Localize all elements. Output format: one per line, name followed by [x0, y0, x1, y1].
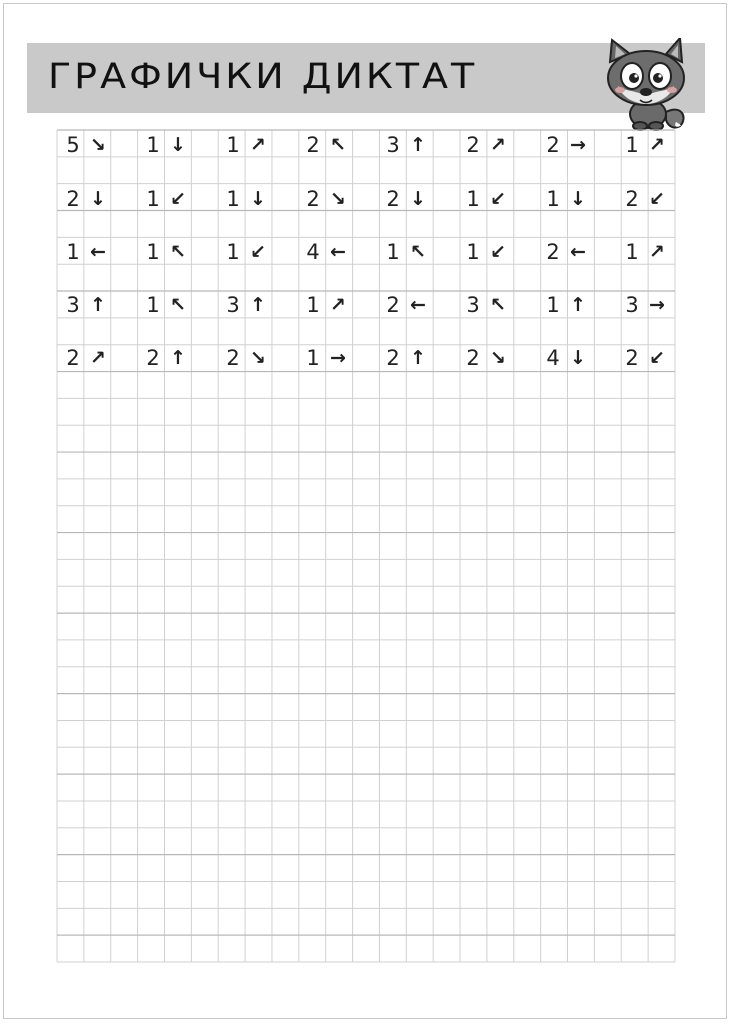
step-count: 4	[306, 240, 320, 264]
direction-arrow-icon: ↗	[330, 294, 346, 316]
dictation-step	[541, 290, 621, 320]
step-count: 1	[146, 240, 160, 264]
dictation-step	[141, 237, 221, 267]
direction-arrow-icon: ↖	[330, 134, 346, 156]
dictation-step	[461, 130, 541, 160]
direction-arrow-icon: ↖	[170, 294, 186, 316]
step-count: 2	[146, 346, 160, 370]
direction-arrow-icon: ↗	[490, 134, 506, 156]
direction-arrow-icon: ↑	[90, 294, 106, 316]
step-count: 2	[306, 133, 320, 157]
direction-arrow-icon: ↙	[649, 188, 665, 210]
dictation-step	[301, 290, 381, 320]
dictation-step	[221, 237, 301, 267]
step-count: 1	[546, 293, 560, 317]
direction-arrow-icon: ↘	[490, 347, 506, 369]
dictation-step	[541, 343, 621, 373]
step-count: 2	[546, 133, 560, 157]
step-count: 1	[226, 133, 240, 157]
direction-arrow-icon: ↓	[410, 188, 426, 210]
dictation-step	[61, 237, 141, 267]
step-count: 2	[66, 346, 80, 370]
direction-arrow-icon: ↙	[490, 241, 506, 263]
step-count: 2	[625, 346, 639, 370]
dictation-step	[461, 343, 541, 373]
step-count: 1	[625, 133, 639, 157]
dictation-step	[301, 130, 381, 160]
step-count: 1	[226, 187, 240, 211]
direction-arrow-icon: ←	[90, 241, 106, 263]
direction-arrow-icon: ↑	[570, 294, 586, 316]
step-count: 1	[226, 240, 240, 264]
dictation-step	[221, 290, 301, 320]
dictation-step	[141, 130, 221, 160]
step-count: 2	[466, 346, 480, 370]
dictation-step	[61, 343, 141, 373]
dictation-step	[301, 237, 381, 267]
direction-arrow-icon: →	[649, 294, 665, 316]
dictation-step	[141, 290, 221, 320]
step-count: 1	[66, 240, 80, 264]
direction-arrow-icon: ↘	[250, 347, 266, 369]
dictation-step	[381, 130, 461, 160]
dictation-step	[381, 343, 461, 373]
step-count: 1	[146, 187, 160, 211]
step-count: 2	[66, 187, 80, 211]
dictation-step	[620, 130, 700, 160]
dictation-step	[221, 343, 301, 373]
step-count: 1	[466, 187, 480, 211]
direction-arrow-icon: ↓	[90, 188, 106, 210]
step-count: 3	[625, 293, 639, 317]
dictation-step	[461, 184, 541, 214]
step-count: 1	[146, 293, 160, 317]
dictation-instructions	[57, 130, 675, 373]
direction-arrow-icon: ↖	[410, 241, 426, 263]
direction-arrow-icon: ↖	[170, 241, 186, 263]
dictation-step	[461, 237, 541, 267]
dictation-step	[301, 184, 381, 214]
dictation-step	[541, 237, 621, 267]
direction-arrow-icon: ←	[330, 241, 346, 263]
direction-arrow-icon: ↑	[170, 347, 186, 369]
step-count: 2	[466, 133, 480, 157]
step-count: 1	[546, 187, 560, 211]
direction-arrow-icon: ↘	[330, 188, 346, 210]
direction-arrow-icon: ↑	[250, 294, 266, 316]
step-count: 3	[66, 293, 80, 317]
direction-arrow-icon: ↖	[490, 294, 506, 316]
direction-arrow-icon: ↗	[90, 347, 106, 369]
dictation-step	[381, 237, 461, 267]
step-count: 2	[625, 187, 639, 211]
direction-arrow-icon: ↓	[570, 188, 586, 210]
dictation-step	[221, 130, 301, 160]
step-count: 2	[546, 240, 560, 264]
direction-arrow-icon: ↙	[490, 188, 506, 210]
dictation-step	[381, 290, 461, 320]
direction-arrow-icon: ↗	[250, 134, 266, 156]
step-count: 2	[386, 293, 400, 317]
direction-arrow-icon: ↙	[649, 347, 665, 369]
direction-arrow-icon: ↗	[649, 134, 665, 156]
direction-arrow-icon: ↓	[570, 347, 586, 369]
step-count: 1	[306, 293, 320, 317]
dictation-step	[61, 290, 141, 320]
step-count: 3	[226, 293, 240, 317]
dictation-step	[541, 130, 621, 160]
dictation-step	[620, 184, 700, 214]
direction-arrow-icon: ↑	[410, 134, 426, 156]
dictation-step	[141, 343, 221, 373]
step-count: 3	[466, 293, 480, 317]
direction-arrow-icon: ↙	[250, 241, 266, 263]
dictation-step	[301, 343, 381, 373]
dictation-step	[620, 343, 700, 373]
step-count: 2	[226, 346, 240, 370]
direction-arrow-icon: ←	[410, 294, 426, 316]
dictation-step	[61, 130, 141, 160]
step-count: 5	[66, 133, 80, 157]
dictation-step	[541, 184, 621, 214]
step-count: 1	[146, 133, 160, 157]
step-count: 2	[386, 187, 400, 211]
direction-arrow-icon: ↗	[649, 241, 665, 263]
step-count: 4	[546, 346, 560, 370]
step-count: 1	[386, 240, 400, 264]
page-title: ГРАФИЧКИ ДИКТАТ	[48, 56, 478, 97]
dictation-step	[221, 184, 301, 214]
step-count: 1	[625, 240, 639, 264]
direction-arrow-icon: ↘	[90, 134, 106, 156]
dictation-step	[141, 184, 221, 214]
dictation-step	[381, 184, 461, 214]
direction-arrow-icon: ↓	[250, 188, 266, 210]
dictation-step	[620, 237, 700, 267]
direction-arrow-icon: ←	[570, 241, 586, 263]
direction-arrow-icon: →	[570, 134, 586, 156]
dictation-step	[620, 290, 700, 320]
step-count: 3	[386, 133, 400, 157]
step-count: 2	[306, 187, 320, 211]
direction-arrow-icon: ↓	[170, 134, 186, 156]
direction-arrow-icon: ↑	[410, 347, 426, 369]
dictation-step	[461, 290, 541, 320]
direction-arrow-icon: ↙	[170, 188, 186, 210]
step-count: 2	[386, 346, 400, 370]
step-count: 1	[306, 346, 320, 370]
direction-arrow-icon: →	[330, 347, 346, 369]
step-count: 1	[466, 240, 480, 264]
dictation-step	[61, 184, 141, 214]
